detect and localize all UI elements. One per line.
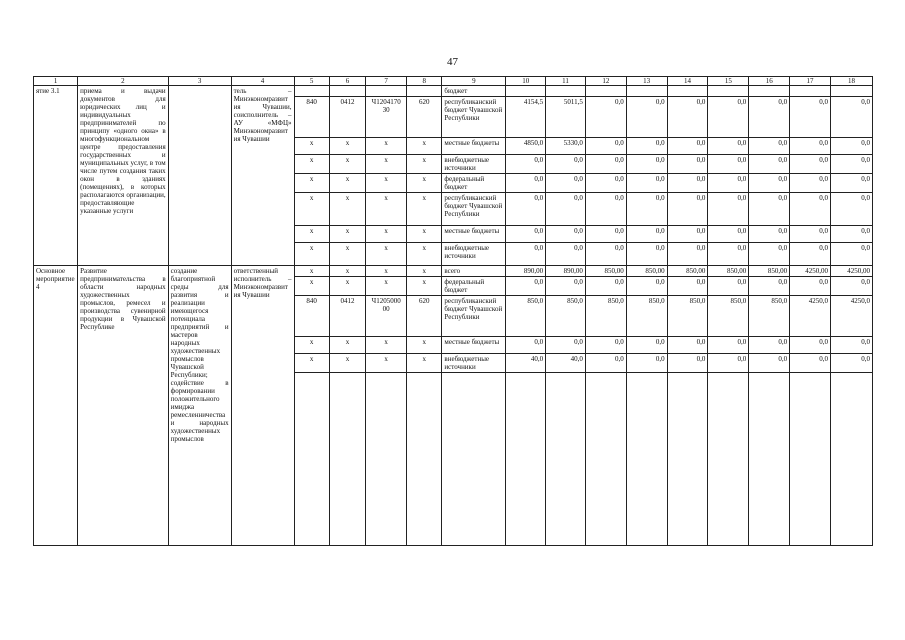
section-code-cell: x (329, 354, 365, 373)
empty-cell (667, 373, 708, 546)
header-cell: 3 (168, 77, 231, 86)
amount-cell: 0,0 (790, 354, 831, 373)
grbs-code-cell: x (294, 266, 329, 277)
amount-cell: 0,0 (667, 97, 708, 138)
empty-cell (708, 373, 749, 546)
amount-cell: 850,0 (506, 296, 546, 337)
amount-cell: 0,0 (585, 243, 626, 266)
amount-cell: 0,0 (546, 155, 586, 174)
target-article-cell: x (366, 138, 407, 155)
amount-cell: 850,00 (749, 266, 790, 277)
amount-cell: 0,0 (830, 226, 872, 243)
grbs-code-cell: x (294, 354, 329, 373)
grbs-code-cell: x (294, 277, 329, 296)
amount-cell: 0,0 (626, 97, 667, 138)
target-article-cell: x (366, 155, 407, 174)
amount-cell: 0,0 (546, 193, 586, 226)
amount-cell: 0,0 (585, 277, 626, 296)
amount-cell: 0,0 (667, 354, 708, 373)
expense-type-cell: x (407, 337, 442, 354)
amount-cell: 0,0 (790, 97, 831, 138)
header-cell: 15 (708, 77, 749, 86)
amount-cell (749, 86, 790, 97)
section-code-cell: x (329, 138, 365, 155)
header-cell: 6 (329, 77, 365, 86)
goal-cell: создание благоприятной среды для развития и реализации имеющегося потенциала предприятий и мастеров народных художественных промыслов Чувашской Республики; содействие в формировании положительного имиджа ремесленничества и народных художественных промыслов (168, 266, 231, 546)
empty-cell (830, 373, 872, 546)
funding-source-cell: федеральный бюджет (442, 174, 506, 193)
amount-cell: 0,0 (790, 277, 831, 296)
grbs-code-cell: x (294, 226, 329, 243)
header-cell: 16 (749, 77, 790, 86)
amount-cell: 0,0 (749, 337, 790, 354)
amount-cell: 0,0 (830, 193, 872, 226)
amount-cell: 0,0 (667, 337, 708, 354)
amount-cell: 0,0 (790, 337, 831, 354)
amount-cell: 890,00 (546, 266, 586, 277)
grbs-code-cell: 840 (294, 296, 329, 337)
target-article-cell: x (366, 277, 407, 296)
empty-cell (749, 373, 790, 546)
amount-cell: 0,0 (749, 354, 790, 373)
amount-cell: 4154,5 (506, 97, 546, 138)
grbs-code-cell: x (294, 193, 329, 226)
header-cell: 4 (231, 77, 294, 86)
target-article-cell: Ч1205000 00 (366, 296, 407, 337)
amount-cell: 5330,0 (546, 138, 586, 155)
empty-cell (546, 373, 586, 546)
amount-cell: 0,0 (506, 155, 546, 174)
amount-cell: 850,0 (708, 296, 749, 337)
section-code-cell: x (329, 193, 365, 226)
empty-cell (790, 373, 831, 546)
amount-cell: 850,0 (546, 296, 586, 337)
funding-source-cell: местные бюджеты (442, 226, 506, 243)
target-article-cell: x (366, 266, 407, 277)
header-cell: 11 (546, 77, 586, 86)
grbs-code-cell: 840 (294, 97, 329, 138)
amount-cell: 0,0 (585, 354, 626, 373)
target-article-cell: x (366, 243, 407, 266)
empty-cell (407, 373, 442, 546)
section-code-cell: x (329, 226, 365, 243)
target-article-cell: x (366, 354, 407, 373)
expense-type-cell: 620 (407, 296, 442, 337)
amount-cell: 0,0 (667, 174, 708, 193)
amount-cell: 0,0 (790, 226, 831, 243)
section-code-cell: 0412 (329, 97, 365, 138)
amount-cell: 0,0 (749, 155, 790, 174)
amount-cell: 0,0 (749, 277, 790, 296)
program-table (33, 76, 873, 546)
amount-cell: 0,0 (585, 174, 626, 193)
target-article-cell: x (366, 226, 407, 243)
header-row (34, 77, 873, 86)
header-cell: 17 (790, 77, 831, 86)
amount-cell: 0,0 (749, 97, 790, 138)
empty-cell (329, 373, 365, 546)
amount-cell: 0,0 (506, 337, 546, 354)
funding-source-cell: местные бюджеты (442, 337, 506, 354)
amount-cell: 0,0 (749, 243, 790, 266)
funding-source-cell: федеральный бюджет (442, 277, 506, 296)
executor-cell: тель – Минэкономразвития Чувашии, соисполнитель – АУ «МФЦ» Минэкономразвития Чувашии (231, 86, 294, 266)
expense-type-cell: x (407, 277, 442, 296)
amount-cell: 0,0 (667, 138, 708, 155)
funding-source-cell: республиканский бюджет Чувашской Республики (442, 296, 506, 337)
event-name-cell: приема и выдачи документов для юридических лиц и индивидуальных предпринимателей по принципу «одного окна» в многофункциональном центре предоставления государственных и муниципальных услуг, в том числе путем создания таких окон в зданиях (помещениях), в которых располагаются организации, предоставляющие указанные услуги (78, 86, 169, 266)
amount-cell: 0,0 (585, 193, 626, 226)
funding-source-cell: местные бюджеты (442, 138, 506, 155)
grbs-code-cell (294, 86, 329, 97)
amount-cell: 5011,5 (546, 97, 586, 138)
amount-cell: 4250,00 (830, 266, 872, 277)
amount-cell: 850,0 (626, 296, 667, 337)
empty-cell (585, 373, 626, 546)
expense-type-cell: x (407, 226, 442, 243)
target-article-cell (366, 86, 407, 97)
amount-cell: 0,0 (790, 155, 831, 174)
funding-source-cell: республиканский бюджет Чувашской Республики (442, 97, 506, 138)
amount-cell: 0,0 (830, 97, 872, 138)
amount-cell (790, 86, 831, 97)
amount-cell: 0,0 (708, 277, 749, 296)
header-cell: 8 (407, 77, 442, 86)
amount-cell: 0,0 (708, 354, 749, 373)
amount-cell: 0,0 (749, 138, 790, 155)
amount-cell: 0,0 (585, 226, 626, 243)
amount-cell: 0,0 (667, 193, 708, 226)
amount-cell: 4850,0 (506, 138, 546, 155)
amount-cell: 0,0 (626, 243, 667, 266)
amount-cell: 0,0 (790, 193, 831, 226)
amount-cell: 850,00 (585, 266, 626, 277)
event-code-cell: ятие 3.1 (34, 86, 78, 266)
amount-cell: 4250,00 (790, 266, 831, 277)
amount-cell: 0,0 (626, 155, 667, 174)
amount-cell: 0,0 (830, 337, 872, 354)
amount-cell: 0,0 (667, 277, 708, 296)
header-cell: 1 (34, 77, 78, 86)
amount-cell: 40,0 (506, 354, 546, 373)
header-cell: 7 (366, 77, 407, 86)
header-cell: 18 (830, 77, 872, 86)
amount-cell: 850,0 (749, 296, 790, 337)
goal-cell (168, 86, 231, 266)
amount-cell: 0,0 (790, 243, 831, 266)
table-body (34, 77, 873, 546)
amount-cell (546, 86, 586, 97)
section-code-cell: x (329, 155, 365, 174)
amount-cell: 850,0 (667, 296, 708, 337)
target-article-cell: Ч1204170 30 (366, 97, 407, 138)
expense-type-cell: x (407, 155, 442, 174)
amount-cell: 0,0 (506, 243, 546, 266)
amount-cell: 0,0 (546, 243, 586, 266)
section-code-cell: x (329, 243, 365, 266)
header-cell: 9 (442, 77, 506, 86)
header-cell: 14 (667, 77, 708, 86)
section-code-cell: 0412 (329, 296, 365, 337)
amount-cell: 890,00 (506, 266, 546, 277)
amount-cell: 0,0 (667, 155, 708, 174)
amount-cell: 0,0 (749, 193, 790, 226)
target-article-cell: x (366, 174, 407, 193)
amount-cell: 850,00 (667, 266, 708, 277)
empty-cell (294, 373, 329, 546)
target-article-cell: x (366, 337, 407, 354)
amount-cell: 0,0 (830, 138, 872, 155)
header-cell: 13 (626, 77, 667, 86)
amount-cell: 0,0 (708, 243, 749, 266)
amount-cell: 0,0 (626, 138, 667, 155)
header-cell: 5 (294, 77, 329, 86)
expense-type-cell: x (407, 138, 442, 155)
grbs-code-cell: x (294, 155, 329, 174)
amount-cell (667, 86, 708, 97)
empty-cell (506, 373, 546, 546)
amount-cell: 0,0 (830, 243, 872, 266)
grbs-code-cell: x (294, 243, 329, 266)
header-cell: 10 (506, 77, 546, 86)
amount-cell: 0,0 (626, 337, 667, 354)
section-code-cell (329, 86, 365, 97)
amount-cell: 40,0 (546, 354, 586, 373)
amount-cell: 850,0 (585, 296, 626, 337)
amount-cell: 4250,0 (830, 296, 872, 337)
expense-type-cell: x (407, 266, 442, 277)
expense-type-cell: x (407, 174, 442, 193)
amount-cell: 0,0 (708, 97, 749, 138)
amount-cell: 0,0 (546, 277, 586, 296)
target-article-cell: x (366, 193, 407, 226)
amount-cell: 0,0 (667, 226, 708, 243)
amount-cell: 850,00 (708, 266, 749, 277)
amount-cell: 0,0 (585, 97, 626, 138)
expense-type-cell: x (407, 193, 442, 226)
funding-source-cell: бюджет (442, 86, 506, 97)
amount-cell: 0,0 (585, 155, 626, 174)
header-cell: 2 (78, 77, 169, 86)
funding-source-cell: внебюджетные источники (442, 155, 506, 174)
amount-cell: 0,0 (708, 193, 749, 226)
amount-cell: 0,0 (626, 226, 667, 243)
amount-cell: 0,0 (749, 174, 790, 193)
amount-cell: 0,0 (546, 174, 586, 193)
amount-cell (708, 86, 749, 97)
amount-cell: 0,0 (626, 174, 667, 193)
event-code-cell: Основное мероприятие 4 (34, 266, 78, 546)
expense-type-cell: x (407, 354, 442, 373)
funding-source-cell: внебюджетные источники (442, 354, 506, 373)
page-number: 47 (447, 56, 458, 68)
empty-cell (442, 373, 506, 546)
amount-cell (626, 86, 667, 97)
amount-cell: 0,0 (749, 226, 790, 243)
amount-cell: 0,0 (830, 174, 872, 193)
amount-cell: 0,0 (790, 138, 831, 155)
amount-cell: 0,0 (708, 155, 749, 174)
executor-cell: ответственный исполнитель – Минэкономразвития Чувашии (231, 266, 294, 546)
amount-cell (585, 86, 626, 97)
funding-source-cell: всего (442, 266, 506, 277)
section-code-cell: x (329, 277, 365, 296)
amount-cell: 0,0 (708, 337, 749, 354)
grbs-code-cell: x (294, 337, 329, 354)
funding-source-cell: республиканский бюджет Чувашской Республики (442, 193, 506, 226)
amount-cell: 0,0 (506, 226, 546, 243)
grbs-code-cell: x (294, 138, 329, 155)
amount-cell: 0,0 (830, 155, 872, 174)
empty-cell (366, 373, 407, 546)
amount-cell: 0,0 (546, 226, 586, 243)
amount-cell: 0,0 (708, 138, 749, 155)
amount-cell: 0,0 (790, 174, 831, 193)
section-code-cell: x (329, 337, 365, 354)
grbs-code-cell: x (294, 174, 329, 193)
amount-cell: 0,0 (506, 174, 546, 193)
funding-source-cell: внебюджетные источники (442, 243, 506, 266)
amount-cell: 0,0 (626, 354, 667, 373)
expense-type-cell (407, 86, 442, 97)
table-row (34, 266, 873, 277)
expense-type-cell: 620 (407, 97, 442, 138)
amount-cell: 0,0 (585, 337, 626, 354)
section-code-cell: x (329, 174, 365, 193)
amount-cell: 4250,0 (790, 296, 831, 337)
amount-cell: 0,0 (506, 277, 546, 296)
expense-type-cell: x (407, 243, 442, 266)
amount-cell: 0,0 (626, 277, 667, 296)
section-code-cell: x (329, 266, 365, 277)
amount-cell: 0,0 (708, 174, 749, 193)
empty-cell (626, 373, 667, 546)
amount-cell: 0,0 (626, 193, 667, 226)
amount-cell: 0,0 (506, 193, 546, 226)
table-row (34, 86, 873, 97)
amount-cell: 0,0 (830, 277, 872, 296)
amount-cell: 850,00 (626, 266, 667, 277)
amount-cell: 0,0 (708, 226, 749, 243)
header-cell: 12 (585, 77, 626, 86)
amount-cell (506, 86, 546, 97)
event-name-cell: Развитие предпринимательства в области народных художественных промыслов, ремесел и производства сувенирной продукции в Чувашской Республике (78, 266, 169, 546)
amount-cell: 0,0 (585, 138, 626, 155)
amount-cell: 0,0 (667, 243, 708, 266)
amount-cell (830, 86, 872, 97)
amount-cell: 0,0 (830, 354, 872, 373)
amount-cell: 0,0 (546, 337, 586, 354)
